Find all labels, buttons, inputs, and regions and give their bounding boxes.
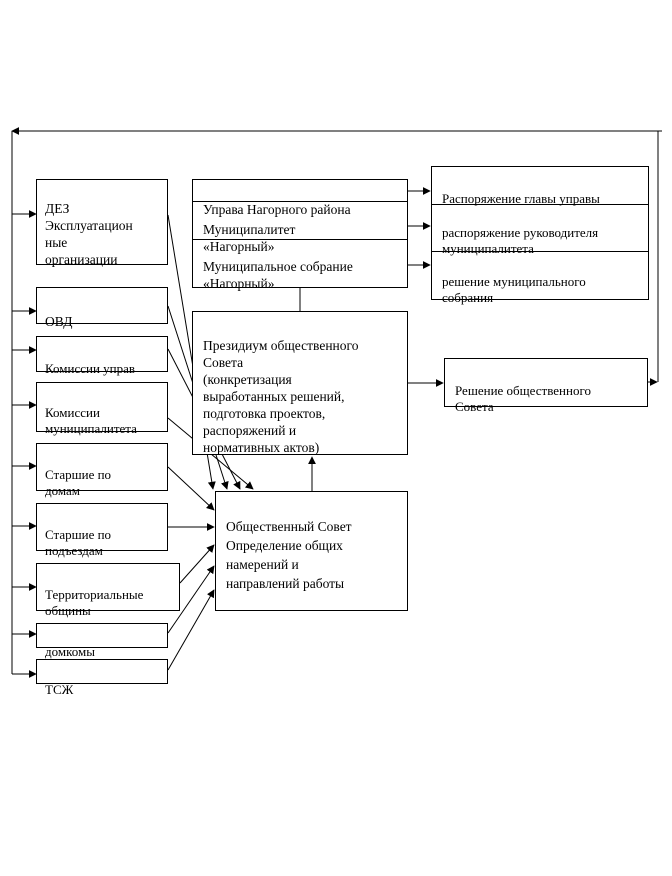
- box-komissii-mun-label: Комиссии муниципалитета: [45, 405, 137, 436]
- box-komissii-mun: [36, 382, 168, 436]
- box-ovd-label: ОВД: [45, 314, 73, 329]
- box-decisions-block: [431, 166, 649, 305]
- obshchestvenny-sovet-label: Общественный Совет Определение общих намерений и направлений работы: [226, 519, 352, 591]
- box-starshie-domam-label: Старшие по домам: [45, 467, 112, 498]
- rasp-glavy-label: Распоряжение главы управы: [442, 191, 600, 206]
- rasp-rukovoditelya-label: распоряжение руководителя муниципалитета: [442, 225, 599, 256]
- row-reshenie-sobraniya: [432, 252, 648, 305]
- box-starshie-podezdam: [36, 503, 168, 558]
- row-sobranie: [193, 240, 407, 291]
- link-territorialnye-sovet: [180, 545, 214, 583]
- uprava-label: Управа Нагорного района: [203, 202, 351, 217]
- box-domkomy: [36, 623, 168, 659]
- box-komissii-uprav: [36, 336, 168, 376]
- row-rasp-glavy: [432, 167, 648, 205]
- link-domam-sovet: [168, 467, 214, 510]
- row-uprava: [193, 180, 407, 217]
- box-domkomy-label: домкомы: [45, 644, 95, 659]
- box-tszh-label: ТСЖ: [45, 682, 74, 697]
- box-starshie-podezdam-label: Старшие по подъездам: [45, 527, 112, 558]
- box-territorialnye-label: Территориальные общины: [45, 587, 144, 618]
- box-tszh: [36, 659, 168, 697]
- reshenie-sobraniya-label: решение муниципального собрания: [442, 274, 586, 305]
- box-komissii-uprav-label: Комиссии управ: [45, 361, 136, 376]
- box-municipal-block: [192, 179, 408, 291]
- box-dez: [36, 179, 168, 265]
- box-reshenie-soveta: [444, 358, 648, 414]
- sobranie-label: Муниципальное собрание «Нагорный»: [203, 259, 353, 291]
- box-presidium: [192, 311, 408, 455]
- row-rasp-rukovoditelya: [432, 205, 648, 256]
- box-dez-label: ДЕЗ Эксплуатацион ные организации: [45, 201, 133, 267]
- presidium-label: Президиум общественного Совета (конкретизация выработанных решений, подготовка проектов, распоряжений и нормативных актов): [203, 338, 359, 455]
- row-municipalitet: [193, 202, 407, 254]
- box-ovd: [36, 287, 168, 329]
- box-territorialnye: [36, 563, 180, 618]
- municipalitet-label: Муниципалитет «Нагорный»: [203, 222, 296, 254]
- reshenie-soveta-label: Решение общественного Совета: [455, 383, 591, 414]
- box-obshchestvenny-sovet: [215, 491, 408, 611]
- box-starshie-domam: [36, 443, 168, 498]
